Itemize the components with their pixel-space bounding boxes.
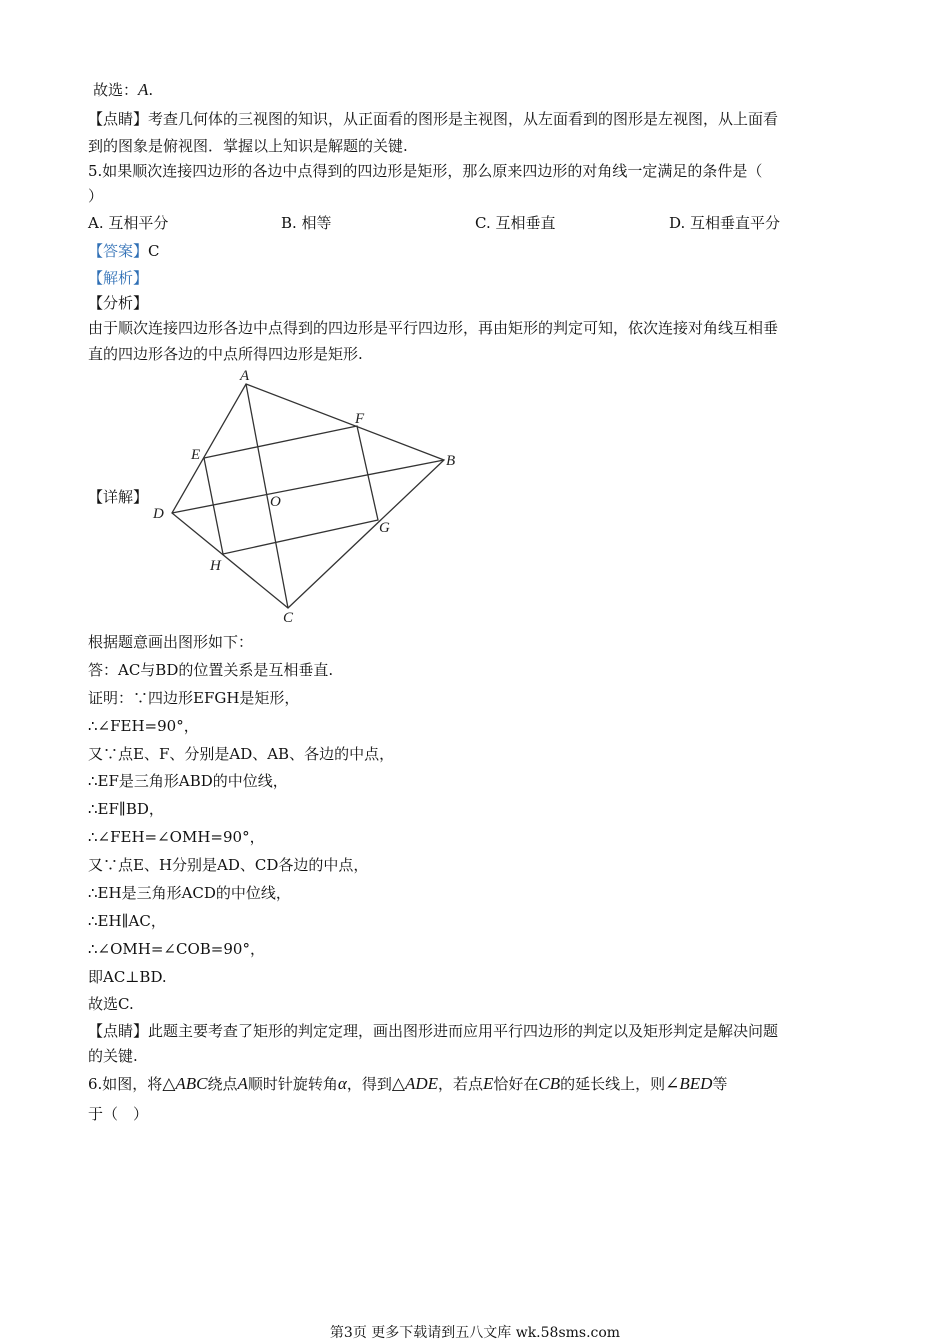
label-c: C [283, 610, 294, 626]
q6-text: 顺时针旋转角 [247, 1075, 338, 1093]
q5-fenxi-line2: 直的四边形各边的中点所得四边形是矩形. [88, 345, 363, 363]
solution-line: ∴EH∥AC， [88, 912, 166, 930]
prev-comment-label: 【点睛】 [88, 110, 149, 128]
label-g: G [379, 520, 390, 536]
q6-stem-line2: 于（ ） [88, 1105, 149, 1123]
quadrilateral-figure [150, 366, 470, 630]
q5-answer-value: C [148, 242, 160, 260]
label-h: H [210, 558, 221, 574]
label-e: E [191, 447, 201, 463]
solution-line: ∴EF是三角形ABD的中位线， [88, 772, 288, 790]
solution-line: 证明：∵四边形EFGH是矩形， [88, 689, 300, 707]
q6-text: ，得到 [346, 1075, 392, 1093]
quadrilateral-abcd [172, 384, 444, 608]
prev-comment-text1: 考查几何体的三视图的知识，从正面看的图形是主视图，从左面看到的图形是左视图，从上面看 [148, 110, 779, 128]
q5-comment-text1: 此题主要考查了矩形的判定定理，画出图形进而应用平行四边形的判定以及矩形判定是解决问题 [148, 1022, 779, 1040]
q5-stem-line2: ） [88, 187, 104, 205]
solution-line: ∴EH是三角形ACD的中位线， [88, 884, 291, 902]
q5-answer-label: 【答案】 [88, 242, 149, 260]
label-f: F [355, 411, 365, 427]
q6-math: △ABC [162, 1074, 208, 1093]
q5-comment-line1 [88, 1021, 778, 1041]
q6-stem-line1 [88, 1074, 727, 1094]
label-d: D [153, 506, 164, 522]
solution-line: ∴∠OMH=∠COB=90°， [88, 940, 265, 958]
q6-text: ，若点 [438, 1075, 484, 1093]
q5-option-b: B. 相等 [281, 214, 332, 232]
label-o: O [270, 494, 281, 510]
q5-answer-line [88, 241, 160, 261]
q6-math: CB [538, 1074, 561, 1093]
q6-text: 等 [712, 1075, 728, 1093]
q5-analysis-label: 【解析】 [88, 269, 149, 287]
prev-comment-line1 [88, 109, 778, 129]
q5-comment-line2: 的关键. [88, 1047, 138, 1065]
prev-choice-end: . [148, 81, 154, 99]
page-footer: 第3页 更多下载请到五八文库 wk.58sms.com [329, 1325, 621, 1341]
label-b: B [446, 453, 456, 469]
solution-line: 又∵点E、H分别是AD、CD各边的中点， [88, 856, 369, 874]
prev-choice-line [93, 80, 153, 100]
q6-text: 恰好在 [493, 1075, 539, 1093]
q5-option-d: D. 互相垂直平分 [669, 214, 781, 232]
q5-option-c: C. 互相垂直 [475, 214, 556, 232]
solution-line: 即AC⊥BD. [88, 968, 167, 986]
q5-comment-label: 【点睛】 [88, 1022, 149, 1040]
prev-comment-line2: 到的图象是俯视图．掌握以上知识是解题的关键. [88, 137, 408, 155]
q5-stem-line1: 5.如果顺次连接四边形的各边中点得到的四边形是矩形，那么原来四边形的对角线一定满足的条件是（ [88, 162, 763, 180]
q6-math: △ADE [391, 1074, 438, 1093]
prev-choice-letter: A [138, 80, 149, 99]
q6-math: E [483, 1074, 494, 1093]
solution-line: 又∵点E、F、分别是AD、AB、各边的中点， [88, 745, 395, 763]
q6-math: A [237, 1074, 248, 1093]
solution-line: 根据题意画出图形如下： [88, 633, 254, 651]
q6-text: 绕点 [207, 1075, 238, 1093]
solution-line: ∴∠FEH=90°， [88, 717, 199, 735]
solution-line: ∴∠FEH=∠OMH=90°， [88, 828, 265, 846]
solution-line: ∴EF∥BD， [88, 800, 164, 818]
solution-line: 答：AC与BD的位置关系是互相垂直. [88, 661, 334, 679]
q6-text: 的延长线上，则 [560, 1075, 666, 1093]
q6-math: α [337, 1074, 347, 1093]
q5-fenxi-line1: 由于顺次连接四边形各边中点得到的四边形是平行四边形，再由矩形的判定可知，依次连接对角线互相垂 [88, 319, 779, 337]
diagonal-ac [246, 384, 288, 608]
q5-fenxi-label: 【分析】 [88, 294, 149, 312]
q5-option-a: A. 互相平分 [88, 214, 169, 232]
q6-math: ∠BED [665, 1074, 713, 1093]
label-a: A [240, 368, 250, 384]
q5-detail-label: 【详解】 [88, 488, 149, 506]
prev-choice-prefix: 故选： [93, 81, 139, 99]
solution-line: 故选C. [88, 995, 134, 1013]
q6-text: 6.如图，将 [88, 1075, 163, 1093]
